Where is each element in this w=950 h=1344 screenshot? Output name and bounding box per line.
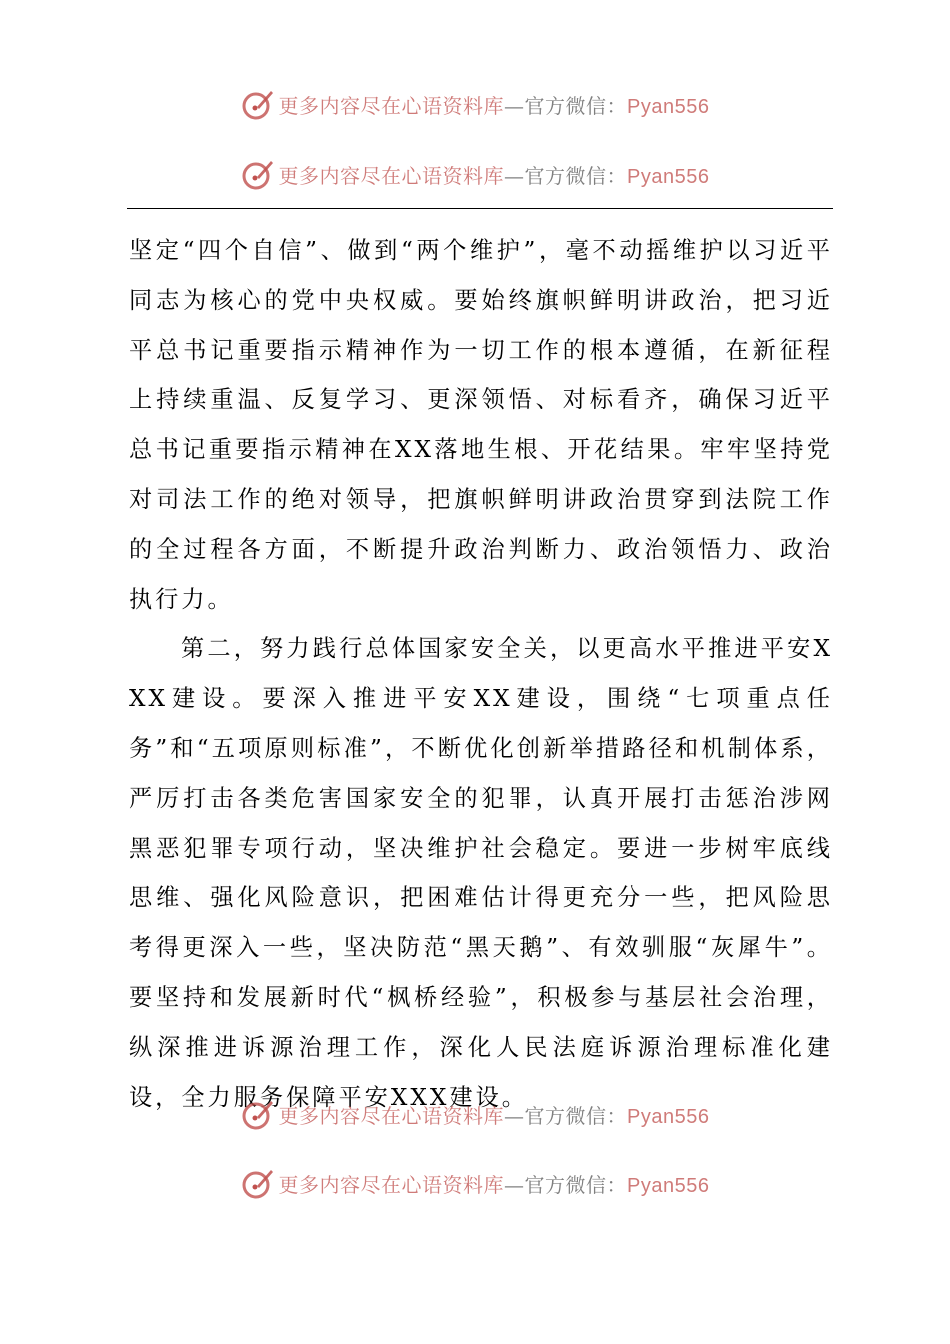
- watermark-suffix-text: 官方微信：: [524, 1172, 628, 1197]
- watermark-dash: —: [504, 1172, 525, 1197]
- pen-nib-logo-icon: [241, 1097, 275, 1131]
- watermark-handle: Pyan556: [627, 165, 710, 188]
- watermark-brand-text: 更多内容尽在心语资料库: [278, 163, 505, 188]
- watermark-suffix-text: 官方微信：: [524, 1103, 628, 1128]
- watermark-handle: Pyan556: [627, 1105, 710, 1128]
- pen-nib-logo-icon: [241, 87, 275, 121]
- pen-nib-logo-icon: [241, 157, 275, 191]
- watermark-banner-top-1: [0, 82, 950, 126]
- pen-nib-logo-icon: [241, 1166, 275, 1200]
- watermark-suffix-text: 官方微信：: [524, 163, 628, 188]
- watermark-brand-text: 更多内容尽在心语资料库: [278, 1172, 505, 1197]
- watermark-handle: Pyan556: [627, 95, 710, 118]
- paragraph: 坚定“四个自信”、做到“两个维护”，毫不动摇维护以习近平同志为核心的党中央权威。要始终旗帜鲜明讲政治，把习近平总书记重要指示精神作为一切工作的根本遵循，在新征程上持续重温、反复学习、更深领悟、对标看齐，确保习近平总书记重要指示精神在XX落地生根、开花结果。牢牢坚持党对司法工作的绝对领导，把旗帜鲜明讲政治贯穿到法院工作的全过程各方面，不断提升政治判断力、政治领悟力、政治执行力。: [129, 237, 833, 613]
- watermark-banner-bottom-1: [0, 1092, 950, 1136]
- watermark-dash: —: [504, 1103, 525, 1128]
- watermark-handle: Pyan556: [627, 1174, 710, 1197]
- watermark-brand-text: 更多内容尽在心语资料库: [278, 93, 505, 118]
- watermark-suffix-text: 官方微信：: [524, 93, 628, 118]
- watermark-brand-text: 更多内容尽在心语资料库: [278, 1103, 505, 1128]
- watermark-dash: —: [504, 163, 525, 188]
- watermark-dash: —: [504, 93, 525, 118]
- paragraph: 第二，努力践行总体国家安全关，以更高水平推进平安XXX建设。要深入推进平安XX建设，围绕“七项重点任务”和“五项原则标准”，不断优化创新举措路径和机制体系，严厉打击各类危害国家安全的犯罪，认真开展打击惩治涉网黑恶犯罪专项行动，坚决维护社会稳定。要进一步树牢底线思维、强化风险意识，把困难估计得更充分一些，把风险思考得更深入一些，坚决防范“黑天鹅”、有效驯服“灰犀牛”。要坚持和发展新时代“枫桥经验”，积极参与基层社会治理，纵深推进诉源治理工作，深化人民法庭诉源治理标准化建设，全力服务保障平安XXX建设。: [129, 635, 833, 1111]
- document-body: [129, 226, 833, 1122]
- watermark-banner-top-2: [0, 152, 950, 196]
- header-rule: [127, 208, 833, 209]
- watermark-banner-bottom-2: [0, 1161, 950, 1205]
